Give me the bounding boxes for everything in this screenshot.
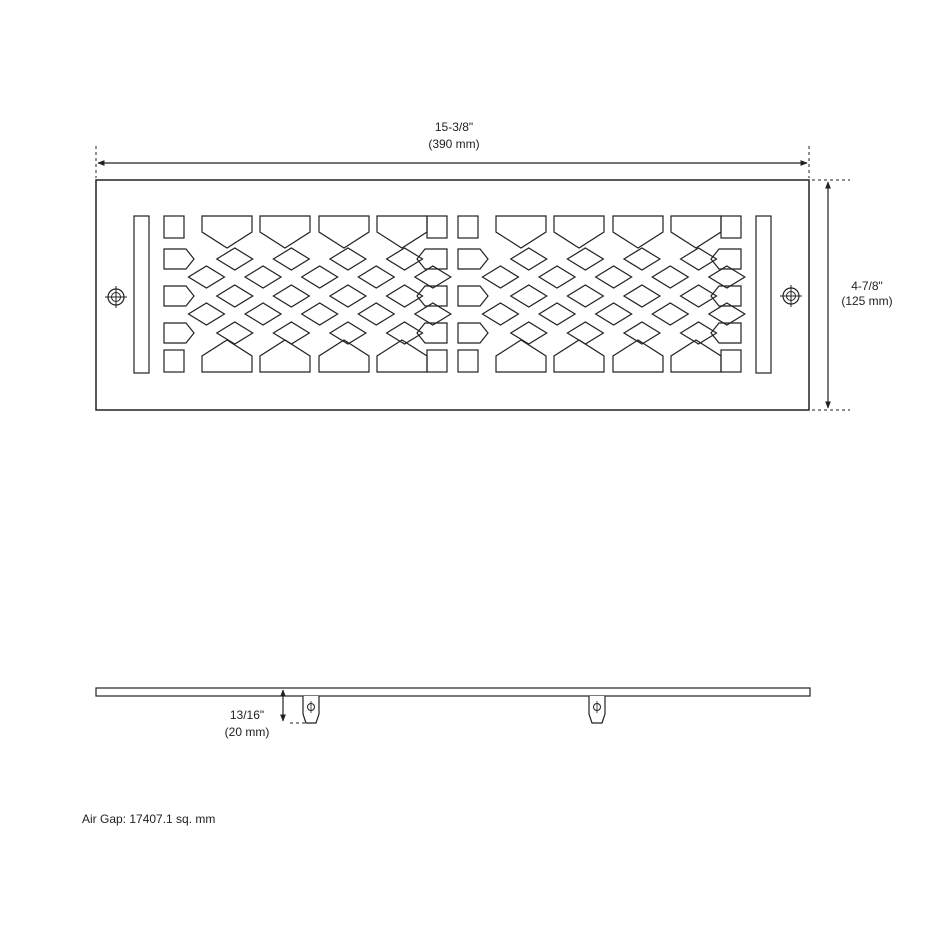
side-view <box>96 688 810 739</box>
grille-plate <box>96 180 809 410</box>
side-plate <box>96 688 810 696</box>
right-mounting-tab <box>589 696 605 723</box>
depth-dimension-imperial: 13/16" <box>229 708 265 722</box>
width-dimension-metric: (390 mm) <box>428 137 480 151</box>
depth-dimension-metric: (20 mm) <box>224 725 270 739</box>
height-dimension-imperial: 4-7/8" <box>851 279 883 293</box>
depth-dimension <box>225 690 305 739</box>
air-gap-note: Air Gap: 17407.1 sq. mm <box>82 812 216 826</box>
height-dimension <box>812 180 893 410</box>
width-dimension <box>96 120 809 178</box>
left-mounting-tab <box>303 696 319 723</box>
width-dimension-imperial: 15-3/8" <box>434 120 474 134</box>
height-dimension-metric: (125 mm) <box>841 294 893 308</box>
